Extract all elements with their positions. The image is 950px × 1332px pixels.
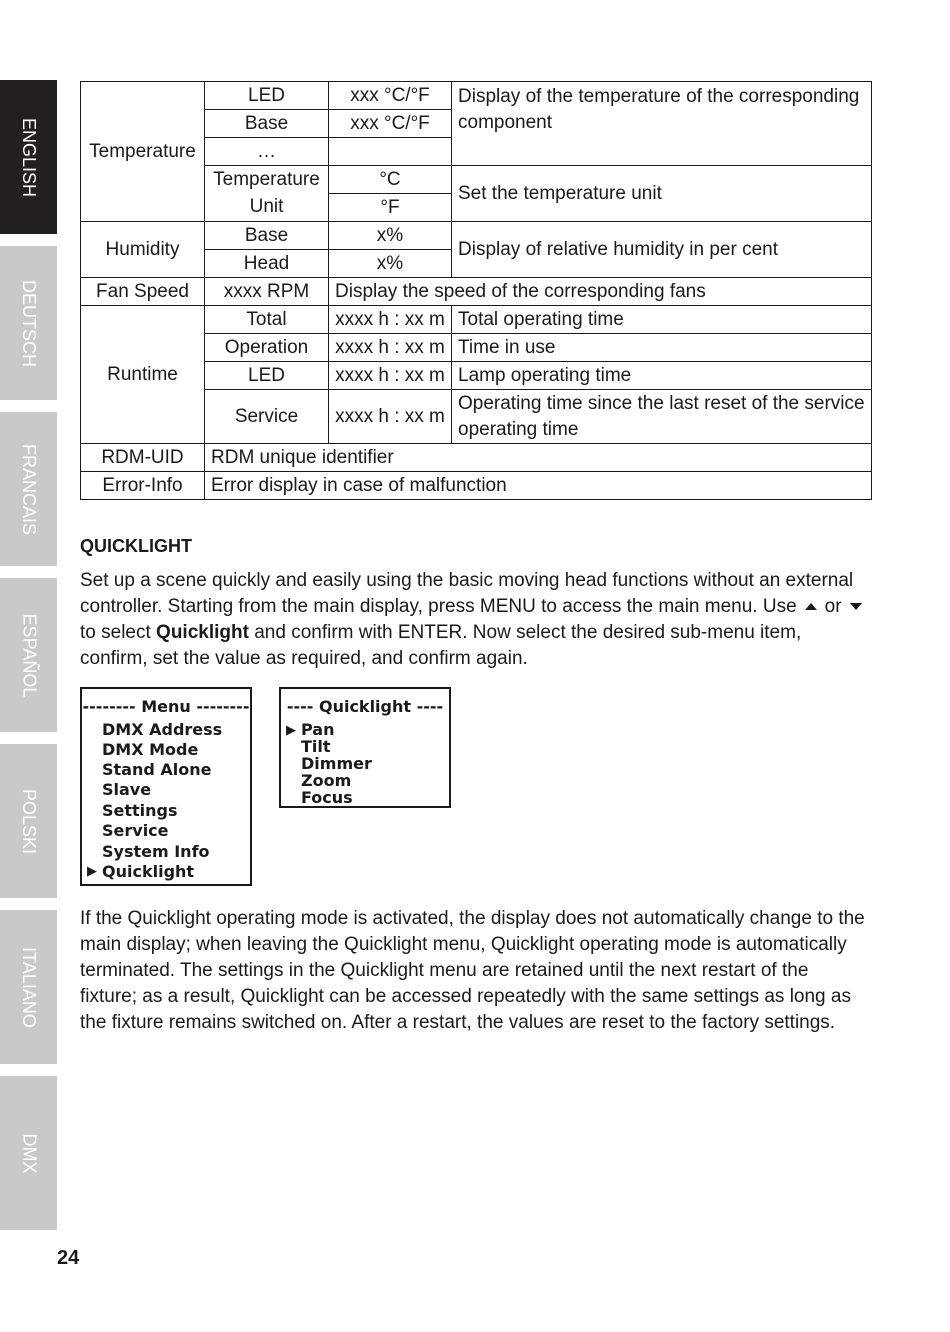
menu-item-service: Service	[102, 821, 169, 840]
menu-item-settings: Settings	[102, 801, 178, 820]
menu-item-system-info: System Info	[102, 842, 210, 861]
arrow-up-icon	[805, 603, 817, 610]
cell-temperature-unit-label-2: Unit	[205, 194, 329, 222]
menu-item-quicklight: Quicklight	[102, 862, 195, 881]
main-menu-display	[80, 687, 252, 886]
lang-tab-italiano[interactable]: ITALIANO	[0, 910, 57, 1070]
cell-runtime-description: Operating time since the last reset of the service operating time	[452, 390, 872, 444]
selection-arrow-icon: ▶	[286, 723, 296, 738]
cell-empty	[329, 138, 452, 166]
cell-led-value: xxx °C/°F	[329, 82, 452, 110]
cell-runtime-value: xxxx h : xx m	[329, 306, 452, 334]
quicklight-item-tilt: Tilt	[301, 737, 331, 756]
cell-runtime-value: xxxx h : xx m	[329, 390, 452, 444]
cell-rdm-description: RDM unique identifier	[205, 444, 872, 472]
cell-runtime-value: xxxx h : xx m	[329, 362, 452, 390]
quicklight-outro-paragraph: If the Quicklight operating mode is activated, the display does not automatically change to the main display; when leaving the Quicklight menu, Quicklight operating mode is automatically terminated. The settings in the Quicklight menu are retained until the next restart of the fixture; as a result, Quicklight can be accessed repeatedly with the same settings as long as the fixture remains switched on. After a restart, the values are reset to the factory settings.	[80, 908, 865, 1033]
cell-runtime-description: Time in use	[452, 334, 872, 362]
row-label-humidity: Humidity	[81, 222, 205, 278]
cell-runtime-value: xxxx h : xx m	[329, 334, 452, 362]
quicklight-item-focus: Focus	[301, 788, 353, 807]
cell-humidity-head-value: x%	[329, 250, 452, 278]
quicklight-item-zoom: Zoom	[301, 771, 352, 790]
quicklight-display-title: ---- Quicklight ----	[286, 697, 444, 716]
selection-arrow-icon: ▶	[87, 864, 97, 879]
menu-item-stand-alone: Stand Alone	[102, 760, 212, 779]
arrow-down-icon	[850, 603, 862, 610]
menu-item-slave: Slave	[102, 780, 152, 799]
cell-unit-celsius: °C	[329, 166, 452, 194]
cell-led: LED	[205, 82, 329, 110]
cell-humidity-base-value: x%	[329, 222, 452, 250]
cell-runtime-name: Operation	[205, 334, 329, 362]
cell-runtime-name: LED	[205, 362, 329, 390]
lang-tab-espanol[interactable]: ESPAÑOL	[0, 578, 57, 738]
cell-base: Base	[205, 110, 329, 138]
row-label-fan-speed: Fan Speed	[81, 278, 205, 306]
cell-humidity-description: Display of relative humidity in per cent	[452, 222, 872, 278]
menu-display-title: -------- Menu --------	[82, 697, 250, 716]
row-label-error-info: Error-Info	[81, 472, 205, 500]
cell-error-description: Error display in case of malfunction	[205, 472, 872, 500]
cell-temperature-unit-label-1: Temperature	[205, 166, 329, 194]
cell-ellipsis: …	[205, 138, 329, 166]
cell-runtime-name: Service	[205, 390, 329, 444]
cell-humidity-base: Base	[205, 222, 329, 250]
quicklight-menu-display	[279, 687, 451, 808]
status-info-table	[80, 81, 872, 500]
cell-runtime-description: Lamp operating time	[452, 362, 872, 390]
quicklight-item-pan: Pan	[301, 720, 335, 739]
cell-base-value: xxx °C/°F	[329, 110, 452, 138]
lang-tab-dmx[interactable]: DMX	[0, 1076, 57, 1236]
cell-runtime-description: Total operating time	[452, 306, 872, 334]
lang-tab-francais[interactable]: FRANCAIS	[0, 412, 57, 572]
cell-runtime-name: Total	[205, 306, 329, 334]
quicklight-item-dimmer: Dimmer	[301, 754, 372, 773]
cell-temperature-description: Display of the temperature of the corresponding component	[452, 82, 872, 166]
row-label-rdm-uid: RDM-UID	[81, 444, 205, 472]
cell-fan-value: xxxx RPM	[205, 278, 329, 306]
row-label-temperature: Temperature	[81, 82, 205, 222]
menu-item-dmx-mode: DMX Mode	[102, 740, 199, 759]
lang-tab-polski[interactable]: POLSKI	[0, 744, 57, 904]
cell-humidity-head: Head	[205, 250, 329, 278]
row-label-runtime: Runtime	[81, 306, 205, 444]
cell-unit-description: Set the temperature unit	[452, 166, 872, 222]
cell-fan-description: Display the speed of the corresponding fans	[329, 278, 872, 306]
cell-unit-fahrenheit: °F	[329, 194, 452, 222]
section-heading-quicklight: QUICKLIGHT	[80, 536, 192, 556]
quicklight-intro-paragraph: Set up a scene quickly and easily using the basic moving head functions without an external controller. Starting from the main display, press MENU to access the main menu. Use orto select Quicklight and confirm with ENTER. Now select the desired sub-menu item, confirm, set the value as required, and confirm again.	[80, 568, 870, 672]
lang-tab-english[interactable]: ENGLISH	[0, 80, 57, 240]
page-number: 24	[57, 1247, 80, 1269]
lang-tab-deutsch[interactable]: DEUTSCH	[0, 246, 57, 406]
menu-item-dmx-address: DMX Address	[102, 720, 223, 739]
